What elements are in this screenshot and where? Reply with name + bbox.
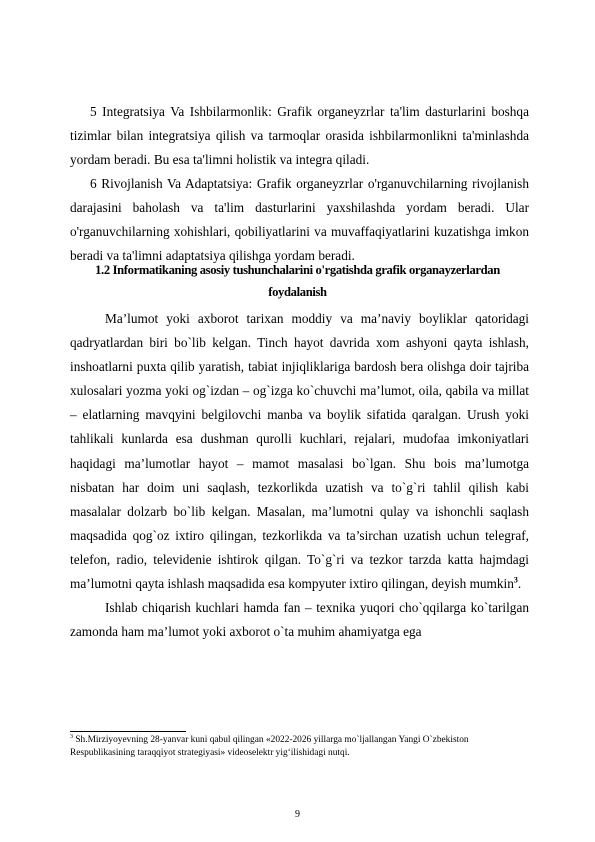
paragraph-integratsiya: 5 Integratsiya Va Ishbilarmonlik: Grafik organeyzrlar ta'lim dasturlarini boshqa tizimlar bilan integratsiya qilish va tarmoqlar orasida ishbilarmonlikni ta'minlashda yordam beradi. Bu esa ta'limni holistik va integra qiladi. [70, 104, 529, 167]
footnote-text: Sh.Mirziyoyevning 28-yanvar kuni qabul qilingan «2022-2026 yillarga mo`ljallangan Yangi O`zbekiston Respublikasining taraqqiyot strategiyasi» videoselektr yig‘ilishidagi nutqi. [70, 735, 469, 758]
footnote-reference[interactable]: 3 [513, 575, 518, 585]
paragraph-rivojlanish: 6 Rivojlanish Va Adaptatsiya: Grafik organeyzrlar o'rganuvchilarning rivojlanish darajasini baholash va ta'lim dasturlarini yaxshilashda yordam beradi. Ular o'rganuvchilarning xohishlari, qobiliyatlarini va muvaffaqiyatlarini kuzatishga imkon beradi va ta'limni adaptatsiya qilishga yordam beradi. [70, 176, 529, 263]
section-heading-line2: foydalanish [268, 285, 327, 299]
footnote [70, 734, 529, 759]
footnote-number: 3 [70, 733, 73, 740]
paragraph-ishlab: Ishlab chiqarish kuchlari hamda fan – texnika yuqori cho`qqilarga ko`tarilgan zamonda ham ma’lumot yoki axborot o`ta muhim ahamiyatga ega [70, 600, 529, 640]
paragraph-malumot-text: Ma’lumot yoki axborot tarixan moddiy va ma’naviy boyliklar qatoridagi qadryatlardan biri bo`lib kelgan. Tinch hayot davrida xom ashyoni qayta ishlash, inshoatlarni puxta qilib yaratish, tabiat injiqliklariga bardosh bera olishga doir tajriba xulosalari yozma yoki og`izdan – og`izga ko`chuvchi ma’lumot, oila, qabila va millat – elatlarning mavqyini belgilovchi manba va boylik sifatida qaralgan. Urush yoki tahlikali kunlarda esa dushman qurolli kuchlari, rejalari, mudofaa imkoniyatlari haqidagi ma’lumotlar hayot – mamot masalasi bo`lgan. Shu bois ma’lumotga nisbatan har doim uni saqlash, tezkorlikda uzatish va to`g`ri tahlil qilish kabi masalalar dolzarb bo`lib kelgan. Masalan, ma’lumotni qulay va ishonchli saqlash maqsadida qog`oz ixtiro qilingan, tezkorlikda va ta’sirchan uzatish uchun telegraf, telefon, radio, televidenie ishtirok qilgan. To`g`ri va tezkor tarzda katta hajmdagi ma’lumotni qayta ishlash maqsadida esa kompyuter ixtiro qilingan, deyish mumkin [70, 311, 529, 592]
section-heading [50, 259, 545, 303]
body-text-main [70, 307, 529, 644]
paragraph-malumot: Ma’lumot yoki axborot tarixan moddiy va ma’naviy boyliklar qatoridagi qadryatlardan biri bo`lib kelgan. Tinch hayot davrida xom ashyoni qayta ishlash, inshoatlarni puxta qilib yaratish, tabiat injiqliklariga bardosh bera olishga doir tajriba xulosalari yozma yoki og`izdan – og`izga ko`chuvchi ma’lumot, oila, qabila va millat – elatlarning mavqyini belgilovchi manba va boylik sifatida qaralgan. Urush yoki tahlikali kunlarda esa dushman qurolli kuchlari, rejalari, mudofaa imkoniyatlari haqidagi ma’lumotlar hayot – mamot masalasi bo`lgan. Shu bois ma’lumotga nisbatan har doim uni saqlash, tezkorlikda uzatish va to`g`ri tahlil qilish kabi masalalar dolzarb bo`lib kelgan. Masalan, ma’lumotni qulay va ishonchli saqlash maqsadida qog`oz ixtiro qilingan, tezkorlikda va ta’sirchan uzatish uchun telegraf, telefon, radio, televidenie ishtirok qilgan. To`g`ri va tezkor tarzda katta hajmdagi ma’lumotni qayta ishlash maqsadida esa kompyuter ixtiro qilingan, deyish mumkin$^3$. [70, 311, 529, 592]
page-number: 9 [295, 809, 300, 820]
footnote-separator [70, 731, 186, 732]
body-text-top [70, 100, 529, 268]
section-heading-line1: 1.2 Informatikaning asosiy tushunchalarini o'rgatishda grafik organayzerlardan [95, 263, 500, 277]
